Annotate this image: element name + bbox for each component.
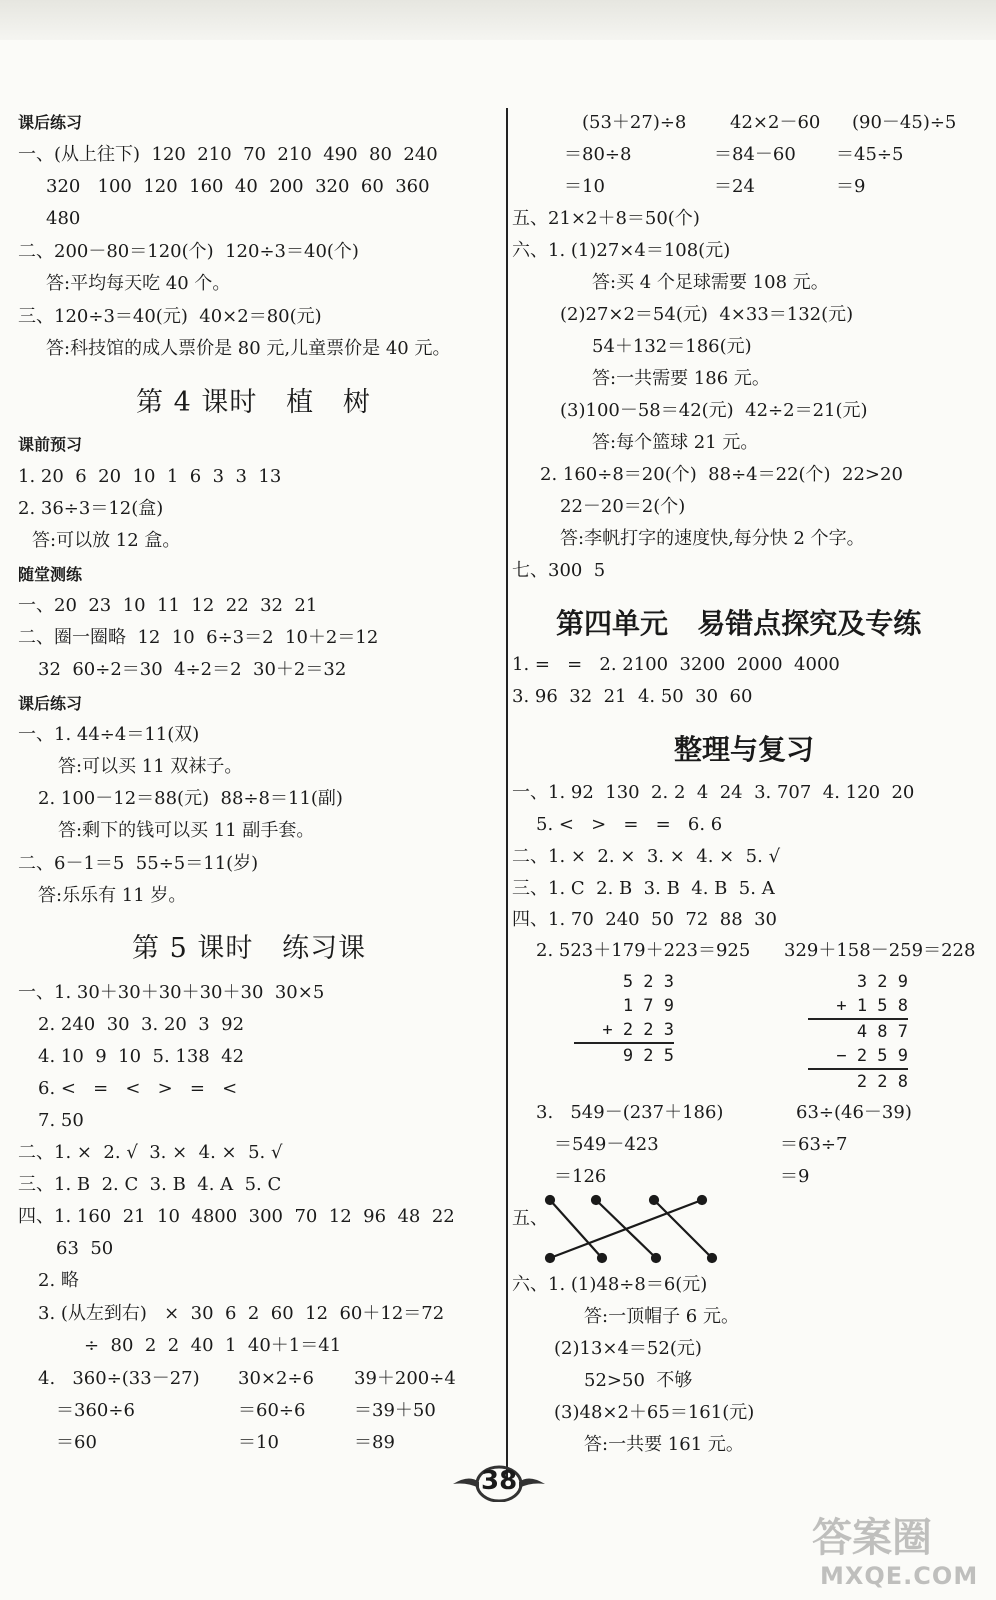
section-in-class: 随堂测练 <box>18 565 83 584</box>
calc-step: 4. 360÷(33－27) <box>38 1368 200 1389</box>
match-dot <box>650 1196 658 1204</box>
answer-line: 1. = = 2. 2100 3200 2000 4000 <box>512 654 840 675</box>
answer-line: 52>50 不够 <box>584 1370 693 1391</box>
answer-line: 二、6－1＝5 55÷5＝11(岁) <box>18 853 259 874</box>
vertical-calc-1 <box>574 970 674 1068</box>
calc-step: ＝10 <box>564 176 605 197</box>
calc-step: ＝10 <box>238 1432 279 1453</box>
answer-line: 一、1. 30＋30＋30＋30＋30 30×5 <box>18 982 325 1003</box>
match-dot <box>546 1254 554 1262</box>
vertical-row: − 2 5 9 <box>836 1046 908 1066</box>
answer-line: 答:一共需要 186 元。 <box>592 368 770 389</box>
answer-line: 答:剩下的钱可以买 11 副手套。 <box>58 820 315 841</box>
match-line <box>550 1200 602 1258</box>
answer-line: 22－20＝2(个) <box>560 496 686 517</box>
answer-line: 一、20 23 10 11 12 22 32 21 <box>18 595 318 616</box>
watermark-logo <box>812 1506 982 1596</box>
match-dot <box>598 1254 606 1262</box>
vertical-row: 5 2 3 <box>622 972 674 992</box>
vertical-row: 4 8 7 <box>856 1022 908 1042</box>
answer-line: 5. < > = = 6. 6 <box>536 814 723 835</box>
calc-step: ＝60 <box>56 1432 97 1453</box>
page-number-badge <box>449 1462 549 1502</box>
answer-line: 三、1. C 2. B 3. B 4. B 5. A <box>512 878 775 899</box>
answer-line: ÷ 80 2 2 40 1 40＋1＝41 <box>84 1335 342 1356</box>
calc-step: 39＋200÷4 <box>354 1368 456 1389</box>
vertical-row: 2 2 8 <box>856 1072 908 1092</box>
match-line <box>550 1200 702 1258</box>
lesson-4-heading: 第 4 课时 植 树 <box>136 387 371 418</box>
answer-line: 二、圈一圈略 12 10 6÷3＝2 10＋2＝12 <box>18 627 379 648</box>
vertical-row: 1 7 9 <box>622 996 674 1016</box>
answer-line: 329＋158－259＝228 <box>784 940 976 961</box>
matching-lines-diagram <box>544 1194 724 1266</box>
calc-step: ＝80÷8 <box>564 144 632 165</box>
answer-line: (3)48×2＋65＝161(元) <box>554 1402 755 1423</box>
match-dot <box>592 1196 600 1204</box>
answer-line: 2. 160÷8＝20(个) 88÷4＝22(个) 22>20 <box>540 464 903 485</box>
calc-step: ＝549－423 <box>554 1134 659 1155</box>
answer-line: 答:平均每天吃 40 个。 <box>46 273 231 294</box>
calc-step: ＝126 <box>554 1166 607 1187</box>
section-after-class: 课后练习 <box>18 694 83 713</box>
answer-line: 2. 523＋179＋223＝925 <box>536 940 751 961</box>
answer-line: (3)100－58＝42(元) 42÷2＝21(元) <box>560 400 868 421</box>
calc-step: ＝39＋50 <box>354 1400 436 1421</box>
lesson-5-heading: 第 5 课时 练习课 <box>132 933 367 964</box>
answer-line: 480 <box>46 208 81 229</box>
answer-line: 答:一顶帽子 6 元。 <box>584 1306 739 1327</box>
section-after-class: 课后练习 <box>18 113 83 132</box>
answer-line: 2. 100－12＝88(元) 88÷8＝11(副) <box>38 788 343 809</box>
vertical-row: 9 2 5 <box>622 1046 674 1066</box>
vertical-row: + 2 2 3 <box>602 1020 674 1040</box>
calc-step: ＝89 <box>354 1432 395 1453</box>
answer-line: 6. < = < > = < <box>38 1078 238 1099</box>
answer-line: 答:一共要 161 元。 <box>584 1434 744 1455</box>
calc-step: 63÷(46－39) <box>796 1102 912 1123</box>
answer-line: 答:乐乐有 11 岁。 <box>38 885 187 906</box>
answer-line: 一、(从上往下) 120 210 70 210 490 80 240 <box>18 144 438 165</box>
answer-line: 四、1. 160 21 10 4800 300 70 12 96 48 22 <box>18 1206 455 1227</box>
answer-line: 一、1. 92 130 2. 2 4 24 3. 707 4. 120 20 <box>512 782 915 803</box>
answer-line: 3. (从左到右) × 30 6 2 60 12 60＋12＝72 <box>38 1303 445 1324</box>
watermark-text: 答案圈 <box>812 1515 932 1561</box>
calc-step: ＝24 <box>714 176 755 197</box>
section-preview: 课前预习 <box>18 435 83 454</box>
answer-line: 2. 240 30 3. 20 3 92 <box>38 1014 245 1035</box>
answer-line: 五、21×2＋8＝50(个) <box>512 208 700 229</box>
answer-line: 63 50 <box>56 1238 114 1259</box>
answer-line: 一、1. 44÷4＝11(双) <box>18 724 200 745</box>
page-number: 38 <box>481 1466 518 1496</box>
top-scan-band <box>0 0 996 40</box>
calc-step: 42×2－60 <box>730 112 821 133</box>
answer-line: 答:每个篮球 21 元。 <box>592 432 759 453</box>
match-line <box>654 1200 712 1258</box>
match-dot <box>698 1196 706 1204</box>
answer-line: 二、1. × 2. × 3. × 4. × 5. √ <box>512 846 781 867</box>
answer-line: 六、1. (1)48÷8＝6(元) <box>512 1274 708 1295</box>
calc-step: 30×2÷6 <box>238 1368 314 1389</box>
answer-line: 2. 36÷3＝12(盒) <box>18 498 164 519</box>
answer-line: 四、1. 70 240 50 72 88 30 <box>512 909 777 930</box>
match-dot <box>652 1254 660 1262</box>
review-heading: 整理与复习 <box>674 733 815 766</box>
answer-line: (2)27×2＝54(元) 4×33＝132(元) <box>560 304 854 325</box>
vertical-row: 3 2 9 <box>856 972 908 992</box>
answer-line: 答:可以放 12 盒。 <box>32 530 181 551</box>
answer-line: 320 100 120 160 40 200 320 60 360 <box>46 176 430 197</box>
answer-line: 7. 50 <box>38 1110 84 1131</box>
match-dot <box>546 1196 554 1204</box>
answer-line: 2. 略 <box>38 1270 79 1291</box>
vertical-row: + 1 5 8 <box>836 996 908 1016</box>
column-divider <box>506 108 508 1478</box>
answer-line: 1. 20 6 20 10 1 6 3 3 13 <box>18 466 282 487</box>
answer-line: 三、1. B 2. C 3. B 4. A 5. C <box>18 1174 282 1195</box>
calc-step: ＝84－60 <box>714 144 796 165</box>
calc-step: ＝63÷7 <box>780 1134 848 1155</box>
answer-line: 54＋132＝186(元) <box>592 336 752 357</box>
answer-line: 答:李帆打字的速度快,每分快 2 个字。 <box>560 528 865 549</box>
answer-line: 答:科技馆的成人票价是 80 元,儿童票价是 40 元。 <box>46 338 451 359</box>
calc-step: ＝9 <box>780 1166 810 1187</box>
calc-step: ＝9 <box>836 176 866 197</box>
calc-step: ＝60÷6 <box>238 1400 306 1421</box>
answer-line: 答:可以买 11 双袜子。 <box>58 756 243 777</box>
answer-line: 三、120÷3＝40(元) 40×2＝80(元) <box>18 306 322 327</box>
calc-step: (53＋27)÷8 <box>582 112 687 133</box>
watermark-url: MXQE.COM <box>820 1562 979 1590</box>
answer-line: 七、300 5 <box>512 560 606 581</box>
answer-line: 4. 10 9 10 5. 138 42 <box>38 1046 245 1067</box>
answer-line: 3. 96 32 21 4. 50 30 60 <box>512 686 753 707</box>
calc-step: (90－45)÷5 <box>852 112 957 133</box>
unit-4-heading: 第四单元 易错点探究及专练 <box>556 607 922 640</box>
answer-line: 二、1. × 2. √ 3. × 4. × 5. √ <box>18 1142 283 1163</box>
vertical-calc-2 <box>808 970 908 1094</box>
calc-step: ＝360÷6 <box>56 1400 135 1421</box>
calc-step: ＝45÷5 <box>836 144 904 165</box>
answer-line: 六、1. (1)27×4＝108(元) <box>512 240 731 261</box>
match-dot <box>708 1254 716 1262</box>
answer-line: 32 60÷2＝30 4÷2＝2 30＋2＝32 <box>38 659 347 680</box>
answer-line: 答:买 4 个足球需要 108 元。 <box>592 272 829 293</box>
answer-line: 二、200－80＝120(个) 120÷3＝40(个) <box>18 241 359 262</box>
calc-step: 3. 549－(237＋186) <box>536 1102 724 1123</box>
answer-line: (2)13×4＝52(元) <box>554 1338 702 1359</box>
answer-line: 五、 <box>512 1208 548 1229</box>
